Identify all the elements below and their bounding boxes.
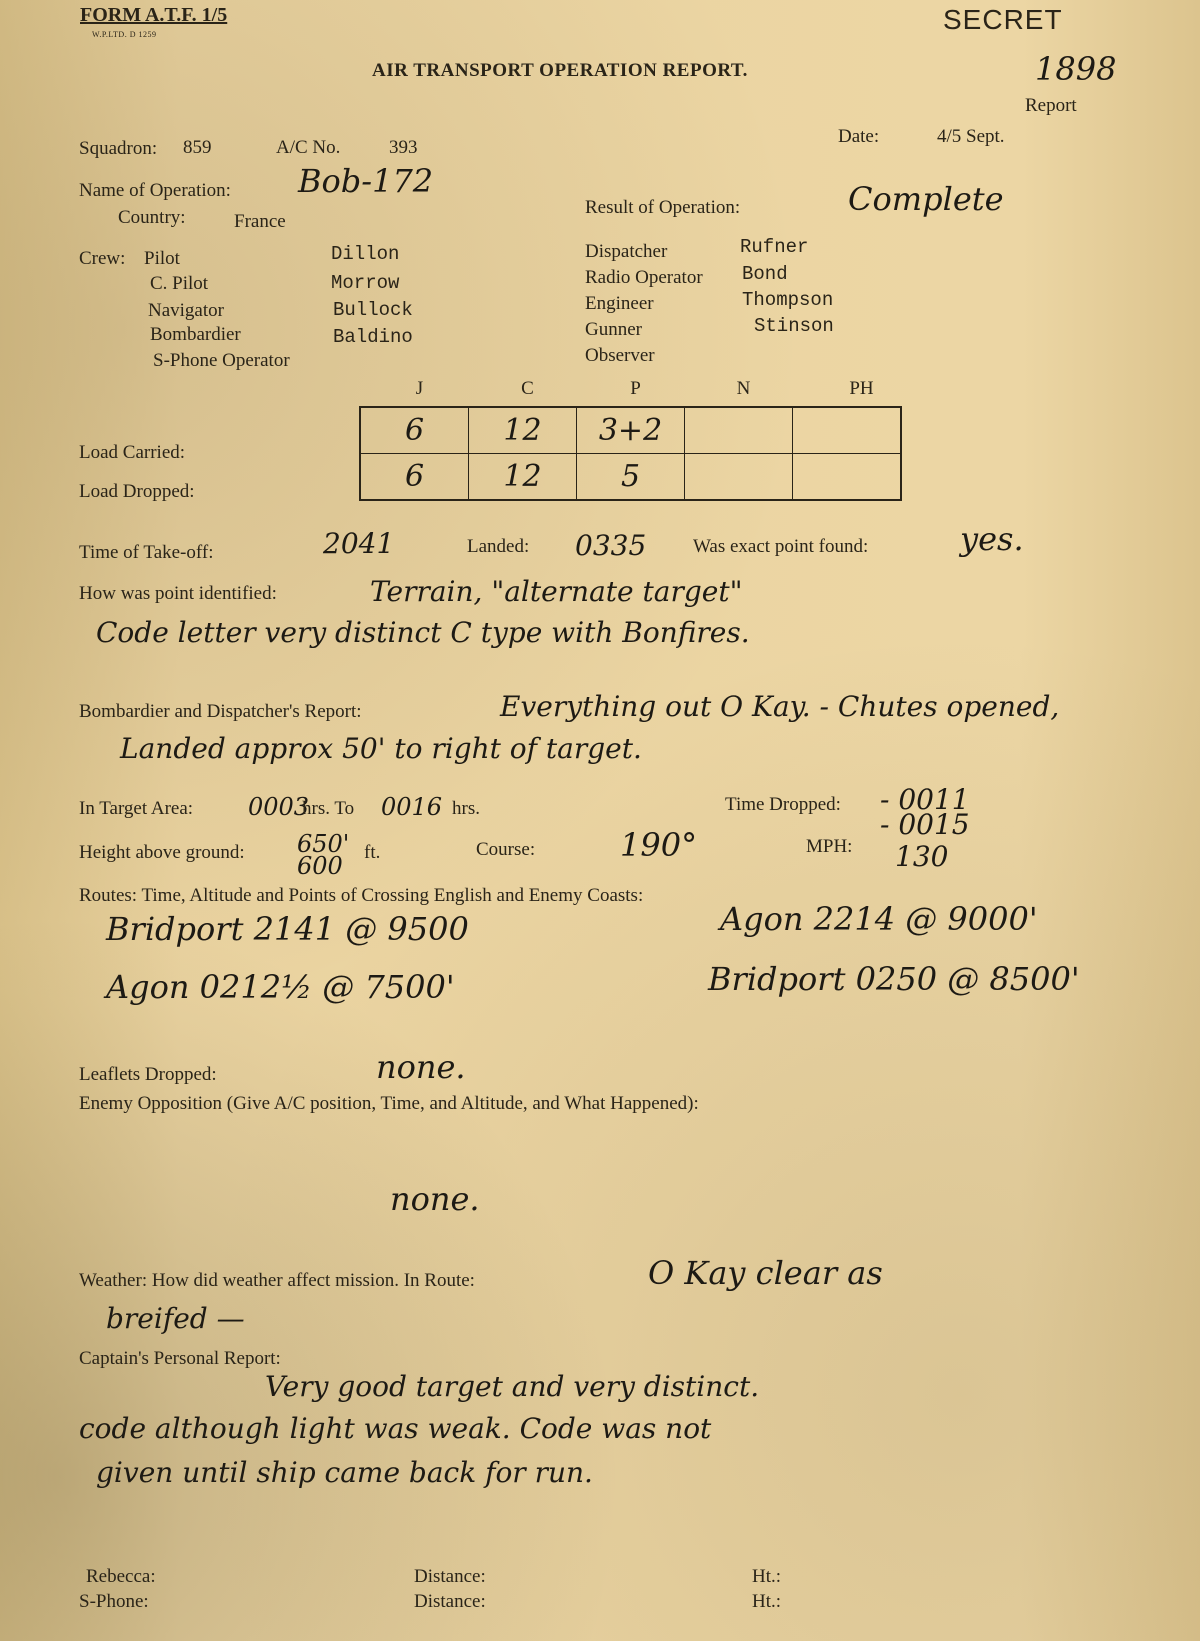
crew-name: Baldino [333,326,413,348]
crew-name: Thompson [742,289,834,311]
bombardier-report-label: Bombardier and Dispatcher's Report: [79,701,362,722]
country-label: Country: [118,207,186,228]
weather-line: O Kay clear as [648,1254,883,1292]
mph-value: 130 [895,840,949,873]
bombardier-report-line: Landed approx 50' to right of target. [120,732,642,765]
takeoff-value: 2041 [323,527,395,560]
crew-role: Pilot [144,248,180,269]
result-label: Result of Operation: [585,197,741,218]
report-label: Report [1025,95,1077,116]
distance-label: Distance: [414,1566,486,1587]
height-unit: ft. [364,842,381,863]
takeoff-label: Time of Take-off: [79,542,214,563]
load-cell [685,454,793,501]
crew-label: Crew: [79,248,126,269]
load-cell [793,454,902,501]
bombardier-report-line: Everything out O Kay. - Chutes opened, [500,690,1060,723]
load-dropped-label: Load Dropped: [79,481,195,502]
ht-label: Ht.: [752,1566,782,1587]
load-cell [793,407,902,454]
route-line: Agon 0212½ @ 7500' [106,968,455,1006]
height-value: 650' [297,830,350,858]
ac-no-label: A/C No. [276,137,341,158]
weather-line: breifed — [106,1302,245,1335]
load-cell: 6 [360,407,469,454]
landed-value: 0335 [575,529,647,562]
crew-name: Stinson [754,315,834,337]
ht-label: Ht.: [752,1591,782,1612]
load-carried-row [360,407,901,454]
date-value: 4/5 Sept. [937,126,1005,147]
target-area-to: 0016 [381,793,443,821]
time-dropped-label: Time Dropped: [725,794,841,815]
crew-role: Dispatcher [585,241,668,262]
squadron-label: Squadron: [79,138,158,159]
exact-point-label: Was exact point found: [693,536,869,557]
height-value-alt: 600 [297,852,343,880]
route-line: Bridport 2141 @ 9500 [106,910,469,948]
enemy-opposition-label: Enemy Opposition (Give A/C position, Time, and Altitude, and What Happened): [79,1093,699,1114]
leaflets-value: none. [376,1048,466,1086]
operation-label: Name of Operation: [79,180,231,201]
height-label: Height above ground: [79,842,245,863]
crew-name: Morrow [331,272,400,294]
time-dropped-value: - 0011 [880,783,970,816]
load-column-header: J [415,378,424,399]
course-value: 190° [620,826,698,864]
form-printer-code: W.P.LTD. D 1259 [92,30,157,39]
load-column-header: N [736,378,751,399]
load-cell: 6 [360,454,469,501]
operation-value: Bob-172 [298,162,434,200]
crew-role: C. Pilot [150,273,209,294]
load-dropped-row [360,454,901,501]
crew-name: Bond [742,263,788,285]
sphone-label: S-Phone: [79,1591,149,1612]
time-dropped-value: - 0015 [880,808,970,841]
result-value: Complete [848,180,1004,218]
route-line: Bridport 0250 @ 8500' [708,960,1080,998]
crew-role: Bombardier [150,324,241,345]
crew-role: Gunner [585,319,642,340]
crew-role: Radio Operator [585,267,703,288]
leaflets-label: Leaflets Dropped: [79,1064,217,1085]
load-cell [685,407,793,454]
load-column-header: P [630,378,641,399]
landed-label: Landed: [467,536,530,557]
form-id: FORM A.T.F. 1/5 [80,4,228,26]
target-area-label: In Target Area: [79,798,194,819]
crew-role: Navigator [148,300,224,321]
classification-label: SECRET [943,4,1063,35]
captain-report-line: code although light was weak. Code was not [79,1412,712,1445]
distance-label: Distance: [414,1591,486,1612]
load-cell: 12 [469,407,577,454]
crew-name: Rufner [740,236,809,258]
load-cell: 12 [469,454,577,501]
page-title: AIR TRANSPORT OPERATION REPORT. [372,60,748,81]
route-line: Agon 2214 @ 9000' [720,900,1038,938]
load-column-header: PH [849,378,874,399]
load-table [359,406,902,501]
report-number: 1898 [1035,50,1117,88]
captain-report-label: Captain's Personal Report: [79,1348,281,1369]
crew-name: Dillon [331,243,400,265]
course-label: Course: [476,839,536,860]
crew-role: Observer [585,345,655,366]
load-cell: 5 [577,454,685,501]
weather-label: Weather: How did weather affect mission. In Route: [79,1270,475,1291]
crew-role: S-Phone Operator [153,350,290,371]
ac-no-value: 393 [389,137,418,158]
identification-line: Code letter very distinct C type with Bonfires. [96,616,750,649]
rebecca-label: Rebecca: [86,1566,156,1587]
country-value: France [234,211,286,232]
target-area-from: 0003 [248,793,310,821]
exact-point-value: yes. [960,520,1024,558]
captain-report-line: given until ship came back for run. [96,1456,593,1489]
load-column-header: C [521,378,534,399]
target-area-hrs-to: hrs. To [302,798,355,819]
captain-report-line: Very good target and very distinct. [265,1370,760,1403]
date-label: Date: [838,126,880,147]
routes-label: Routes: Time, Altitude and Points of Crossing English and Enemy Coasts: [79,885,644,906]
identification-line: Terrain, "alternate target" [370,575,743,608]
crew-role: Engineer [585,293,654,314]
mph-label: MPH: [806,836,853,857]
identification-label: How was point identified: [79,583,277,604]
load-cell: 3+2 [577,407,685,454]
crew-name: Bullock [333,299,413,321]
enemy-opposition-value: none. [390,1180,480,1218]
target-area-hrs: hrs. [452,798,480,819]
load-carried-label: Load Carried: [79,442,186,463]
squadron-value: 859 [183,137,212,158]
